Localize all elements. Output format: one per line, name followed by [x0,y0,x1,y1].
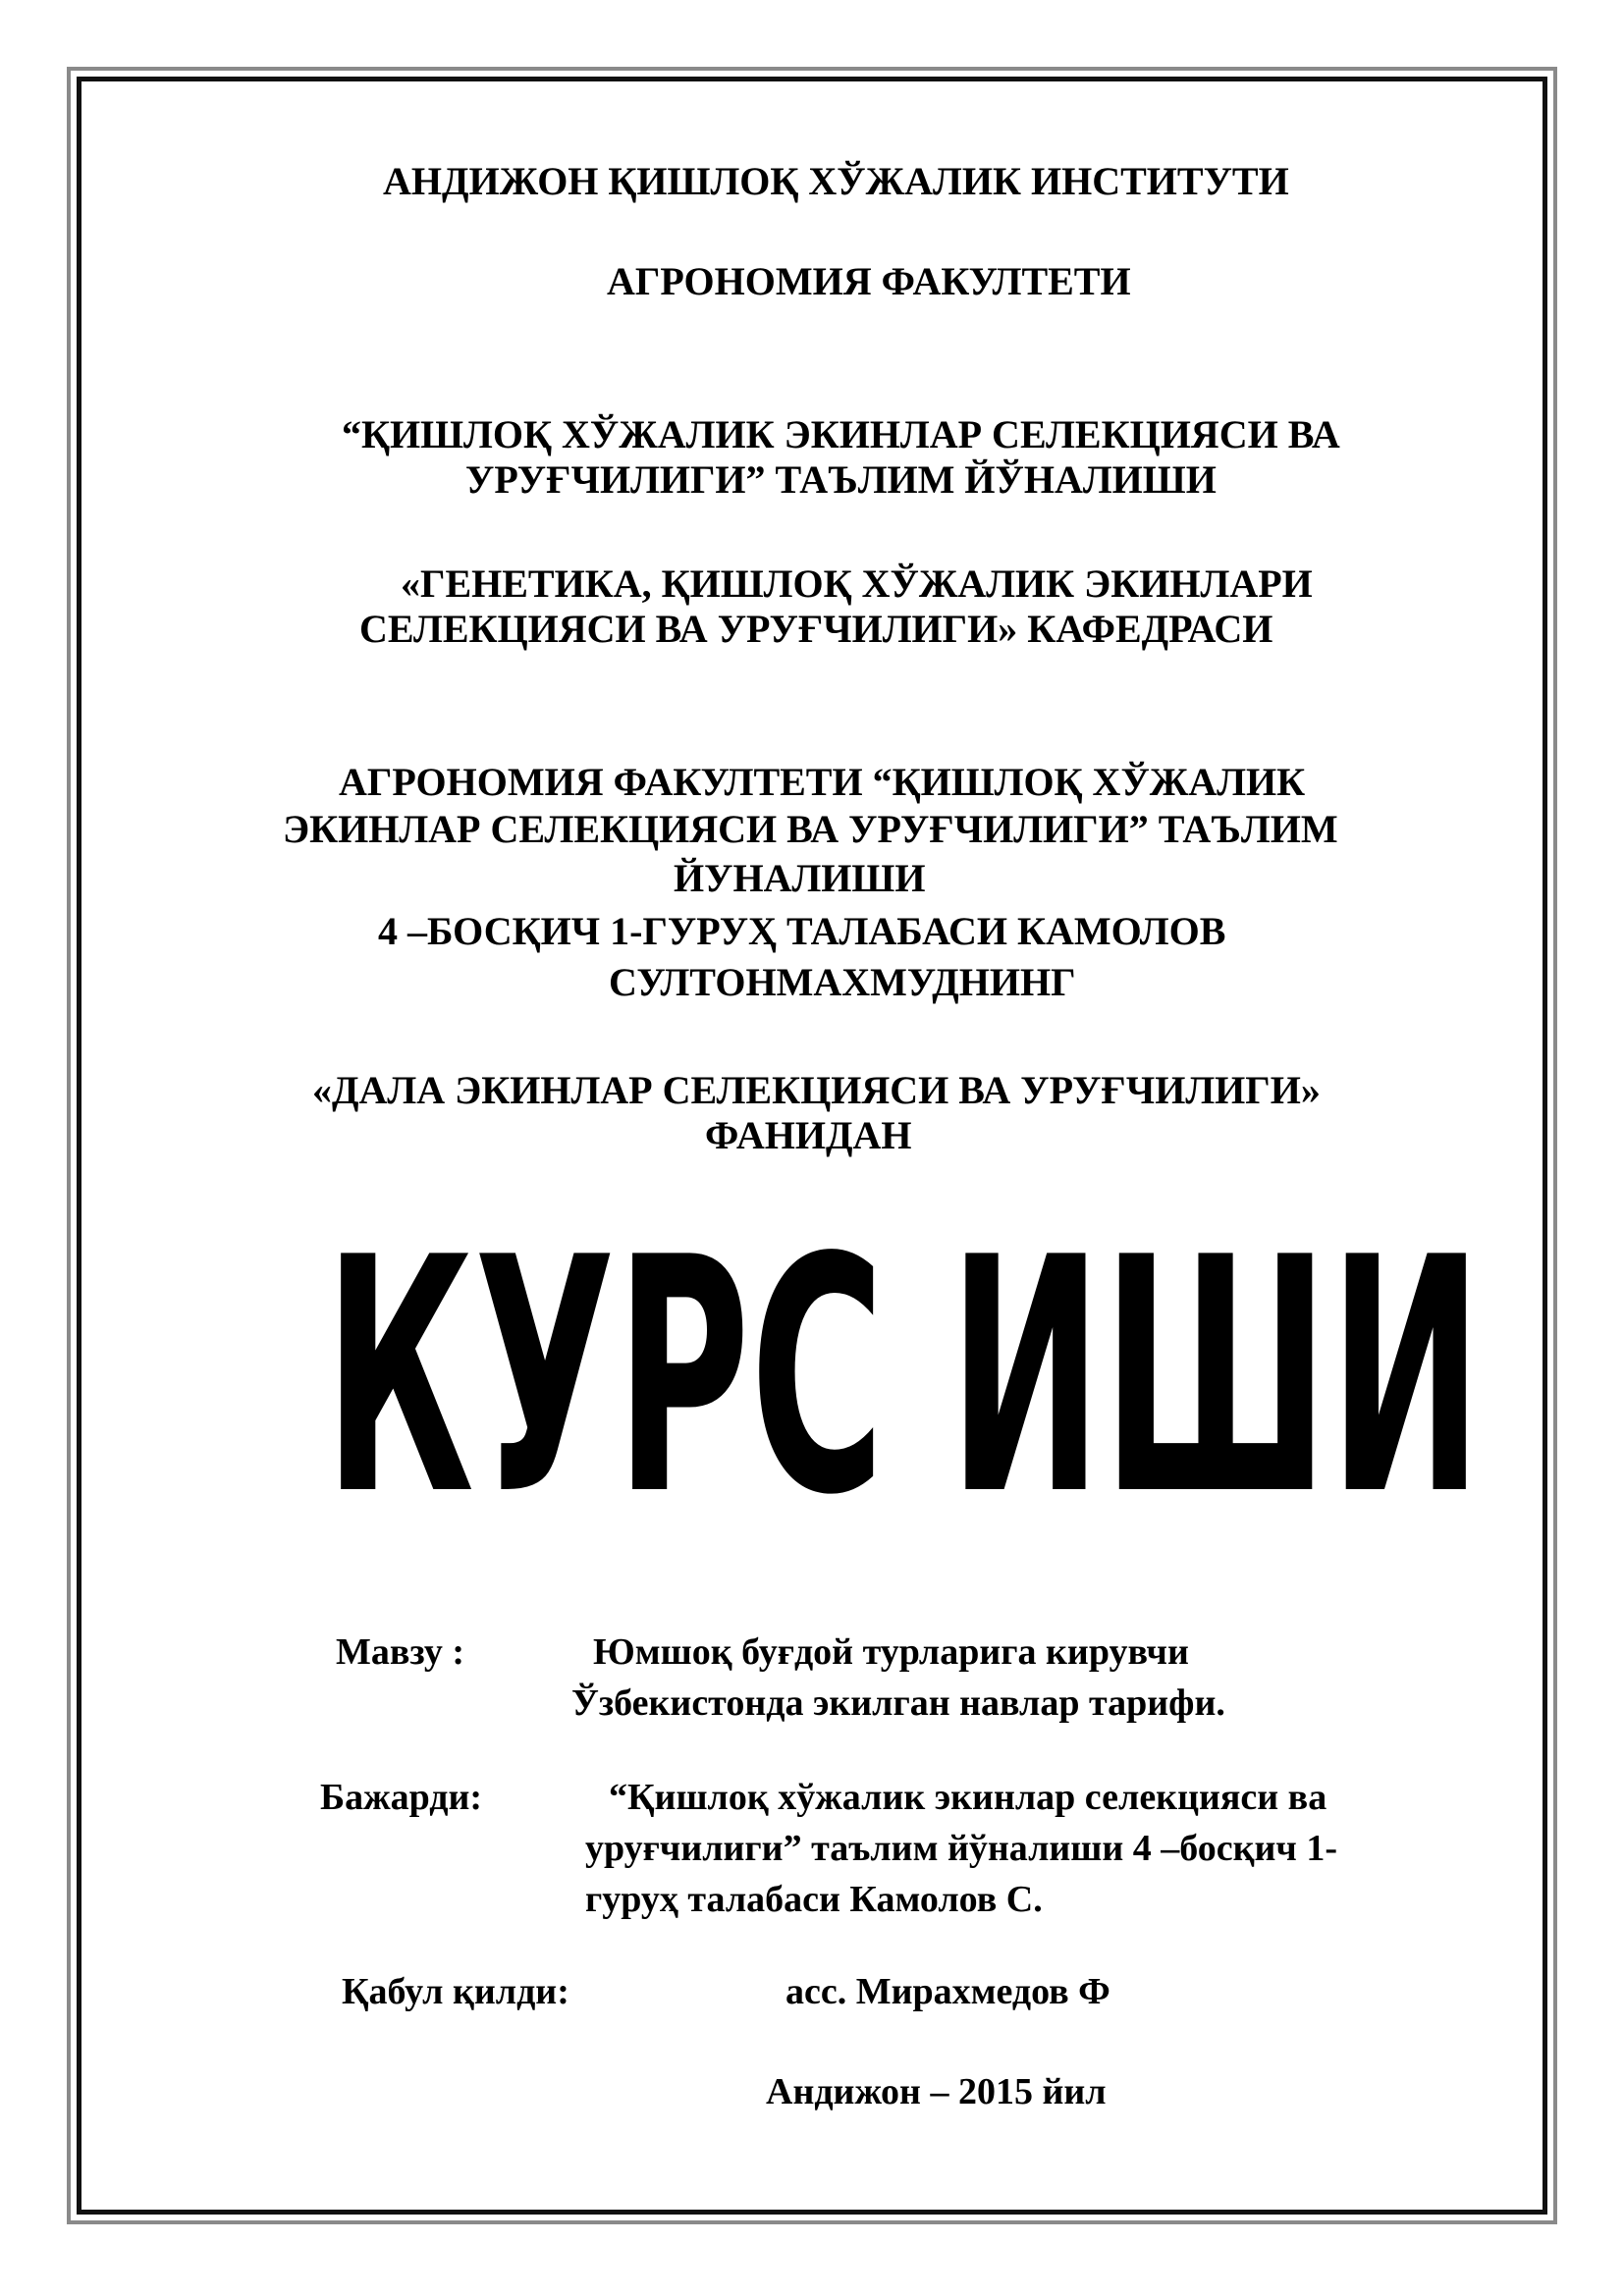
student-line-1: АГРОНОМИЯ ФАКУЛТЕТИ “ҚИШЛОҚ ХЎЖАЛИК [339,760,1306,804]
place-year: Андижон – 2015 йил [766,2071,1107,2112]
accepted-value: асс. Мирахмедов Ф [785,1971,1110,2012]
accepted-label: Қабул қилди: [342,1971,569,2012]
done-line-3: гуруҳ талабаси Камолов С. [585,1879,1043,1920]
student-line-2: ЭКИНЛАР СЕЛЕКЦИЯСИ ВА УРУҒЧИЛИГИ” ТАЪЛИМ [283,807,1338,851]
institute-name: АНДИЖОН ҚИШЛОҚ ХЎЖАЛИК ИНСТИТУТИ [383,159,1289,203]
department-line-1: «ГЕНЕТИКА, ҚИШЛОҚ ХЎЖАЛИК ЭКИНЛАРИ [401,561,1313,606]
done-line-2: уруғчилиги” таълим йўналиши 4 –босқич 1- [585,1828,1338,1869]
faculty-name: АГРОНОМИЯ ФАКУЛТЕТИ [607,259,1131,303]
subject-line-2: ФАНИДАН [705,1113,912,1157]
title-art-text: КУРС ИШИ [324,1202,1483,1526]
direction-line-1: “ҚИШЛОҚ ХЎЖАЛИК ЭКИНЛАР СЕЛЕКЦИЯСИ ВА [342,412,1340,456]
student-line-4: 4 –БОСҚИЧ 1-ГУРУҲ ТАЛАБАСИ КАМОЛОВ [378,909,1226,953]
direction-line-2: УРУҒЧИЛИГИ” ТАЪЛИМ ЙЎНАЛИШИ [465,457,1217,502]
done-label: Бажарди: [320,1777,483,1818]
done-line-1: “Қишлоқ хўжалик экинлар селекцияси ва [609,1777,1327,1818]
topic-line-1: Юмшоқ буғдой турларига кирувчи [593,1631,1189,1673]
student-line-5: СУЛТОНМАХМУДНИНГ [609,960,1076,1004]
subject-line-1: «ДАЛА ЭКИНЛАР СЕЛЕКЦИЯСИ ВА УРУҒЧИЛИГИ» [312,1068,1321,1112]
title-art-svg [314,1202,1492,1526]
department-line-2: СЕЛЕКЦИЯСИ ВА УРУҒЧИЛИГИ» КАФЕДРАСИ [359,607,1273,651]
topic-label: Мавзу : [336,1631,465,1673]
student-line-3: ЙУНАЛИШИ [674,856,926,900]
course-work-title-art [314,1202,1492,1526]
topic-line-2: Ўзбекистонда экилган навлар тарифи. [571,1682,1225,1724]
